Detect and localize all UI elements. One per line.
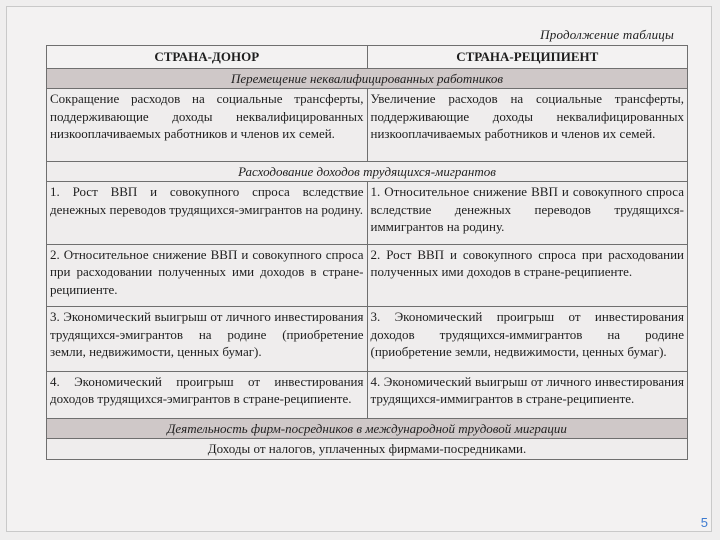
table-row — [47, 89, 688, 162]
cell-donor: Сокращение расходов на социальные трансферты, поддерживающие доходы неквалифицированных низкооплачиваемых работников и членов их семей. — [47, 89, 368, 162]
table-row — [47, 307, 688, 372]
page-number: 5 — [700, 515, 708, 530]
header-recipient: СТРАНА-РЕЦИПИЕНТ — [367, 46, 688, 69]
section-tax-income: Доходы от налогов, уплаченных фирмами-посредниками. — [47, 439, 688, 460]
section-row — [47, 161, 688, 182]
cell-donor: 2. Относительное снижение ВВП и совокупного спроса при расходовании полученных ими доходов в стране-реципиенте. — [47, 244, 368, 307]
section-row — [47, 68, 688, 89]
section-unskilled-movement: Перемещение неквалифицированных работников — [47, 68, 688, 89]
comparison-table — [46, 45, 688, 460]
cell-recipient: 4. Экономический выигрыш от личного инвестирования трудящихся-иммигрантов в стране-реципиенте. — [367, 371, 688, 418]
cell-recipient: 3. Экономический проигрыш от инвестирования доходов трудящихся-иммигрантов на родине (приобретение земли, недвижимости, ценных бумаг). — [367, 307, 688, 372]
cell-donor: 3. Экономический выигрыш от личного инвестирования трудящихся-эмигрантов на родине (приобретение земли, недвижимости, ценных бумаг). — [47, 307, 368, 372]
cell-recipient: 1. Относительное снижение ВВП и совокупного спроса вследствие денежных переводов трудящихся-иммигрантов на родину. — [367, 182, 688, 245]
section-migrant-income: Расходование доходов трудящихся-мигрантов — [47, 161, 688, 182]
table-caption: Продолжение таблицы — [540, 27, 674, 42]
cell-recipient: 2. Рост ВВП и совокупного спроса при расходовании полученных ими доходов в стране-реципиенте. — [367, 244, 688, 307]
cell-donor: 4. Экономический проигрыш от инвестирования доходов трудящихся-эмигрантов в стране-реципиенте. — [47, 371, 368, 418]
table-row — [47, 371, 688, 418]
section-row — [47, 418, 688, 439]
cell-donor: 1. Рост ВВП и совокупного спроса вследствие денежных переводов трудящихся-эмигрантов на родину. — [47, 182, 368, 245]
section-intermediary-firms: Деятельность фирм-посредников в международной трудовой миграции — [47, 418, 688, 439]
section-row — [47, 439, 688, 460]
table-row — [47, 244, 688, 307]
cell-recipient: Увеличение расходов на социальные трансферты, поддерживающие доходы неквалифицированных низкооплачиваемых работников и членов их семей. — [367, 89, 688, 162]
header-row — [47, 46, 688, 69]
header-donor: СТРАНА-ДОНОР — [47, 46, 368, 69]
table-row — [47, 182, 688, 245]
